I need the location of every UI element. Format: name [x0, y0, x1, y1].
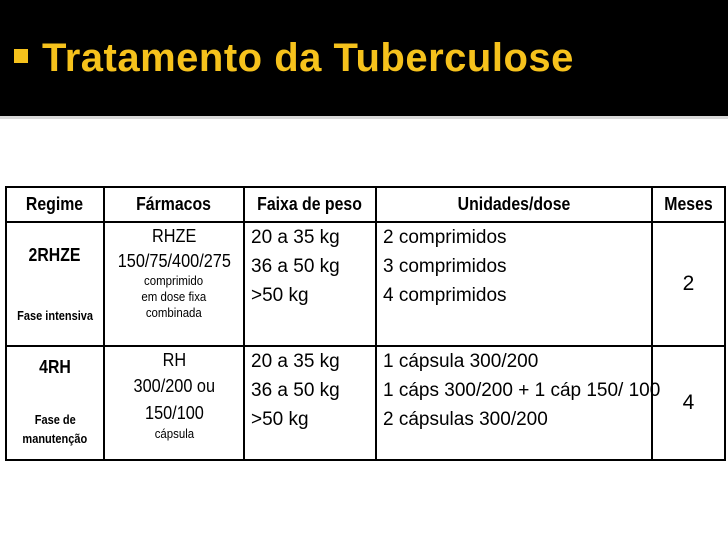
title-bar: [0, 0, 728, 116]
units-line: 2 comprimidos: [383, 227, 507, 248]
header-farmacos: Fármacos: [104, 187, 244, 222]
header-regime: Regime: [6, 187, 104, 222]
drug-cell: [104, 346, 244, 460]
regime-phase: Fase intensiva: [17, 309, 93, 323]
header-unidades-dose: Unidades/dose: [376, 187, 652, 222]
weight-cell: [244, 222, 376, 346]
header-meses: Meses: [652, 187, 725, 222]
units-cell: [376, 222, 652, 346]
weight-range: 36 a 50 kg: [251, 380, 340, 401]
table-row: [6, 222, 725, 346]
weight-range: 36 a 50 kg: [251, 256, 340, 277]
drug-form: cápsula: [154, 426, 194, 441]
drug-dose: 150/100: [144, 402, 204, 423]
weight-range: 20 a 35 kg: [251, 351, 340, 372]
drug-cell: [104, 222, 244, 346]
units-cell: [376, 346, 661, 460]
drug-form: comprimido: [144, 273, 204, 288]
drug-dose: 300/200 ou: [133, 375, 215, 396]
regime-code: 2RHZE: [29, 245, 81, 265]
title-bullet: [14, 49, 28, 63]
months-cell: 4: [652, 346, 725, 460]
drug-name: RH: [162, 349, 186, 370]
drug-name: RHZE: [151, 225, 197, 246]
weight-cell: [244, 346, 376, 460]
units-line: 4 comprimidos: [383, 285, 507, 306]
drug-form: combinada: [146, 305, 202, 320]
drug-dose: 150/75/400/275: [117, 250, 231, 271]
weight-range: 20 a 35 kg: [251, 227, 340, 248]
header-faixa-peso: Faixa de peso: [244, 187, 376, 222]
months-cell: 2: [652, 222, 725, 346]
slide-title: Tratamento da Tuberculose: [42, 36, 574, 80]
units-line: 1 cápsula 300/200: [383, 351, 539, 372]
units-line: 2 cápsulas 300/200: [383, 409, 548, 430]
regime-code: 4RH: [39, 357, 71, 377]
table-row: [6, 346, 725, 460]
treatment-table: [5, 186, 726, 461]
regime-cell: [6, 222, 104, 346]
regime-phase: Fase de manutenção: [22, 413, 88, 446]
regime-cell: [6, 346, 104, 460]
divider: [0, 116, 728, 119]
drug-form: em dose fixa: [141, 289, 207, 304]
weight-range: >50 kg: [251, 285, 309, 306]
units-line: 3 comprimidos: [383, 256, 507, 277]
units-line: 1 cáps 300/200 + 1 cáp 150/ 100: [383, 380, 661, 401]
table-header-row: [6, 187, 725, 222]
weight-range: >50 kg: [251, 409, 309, 430]
